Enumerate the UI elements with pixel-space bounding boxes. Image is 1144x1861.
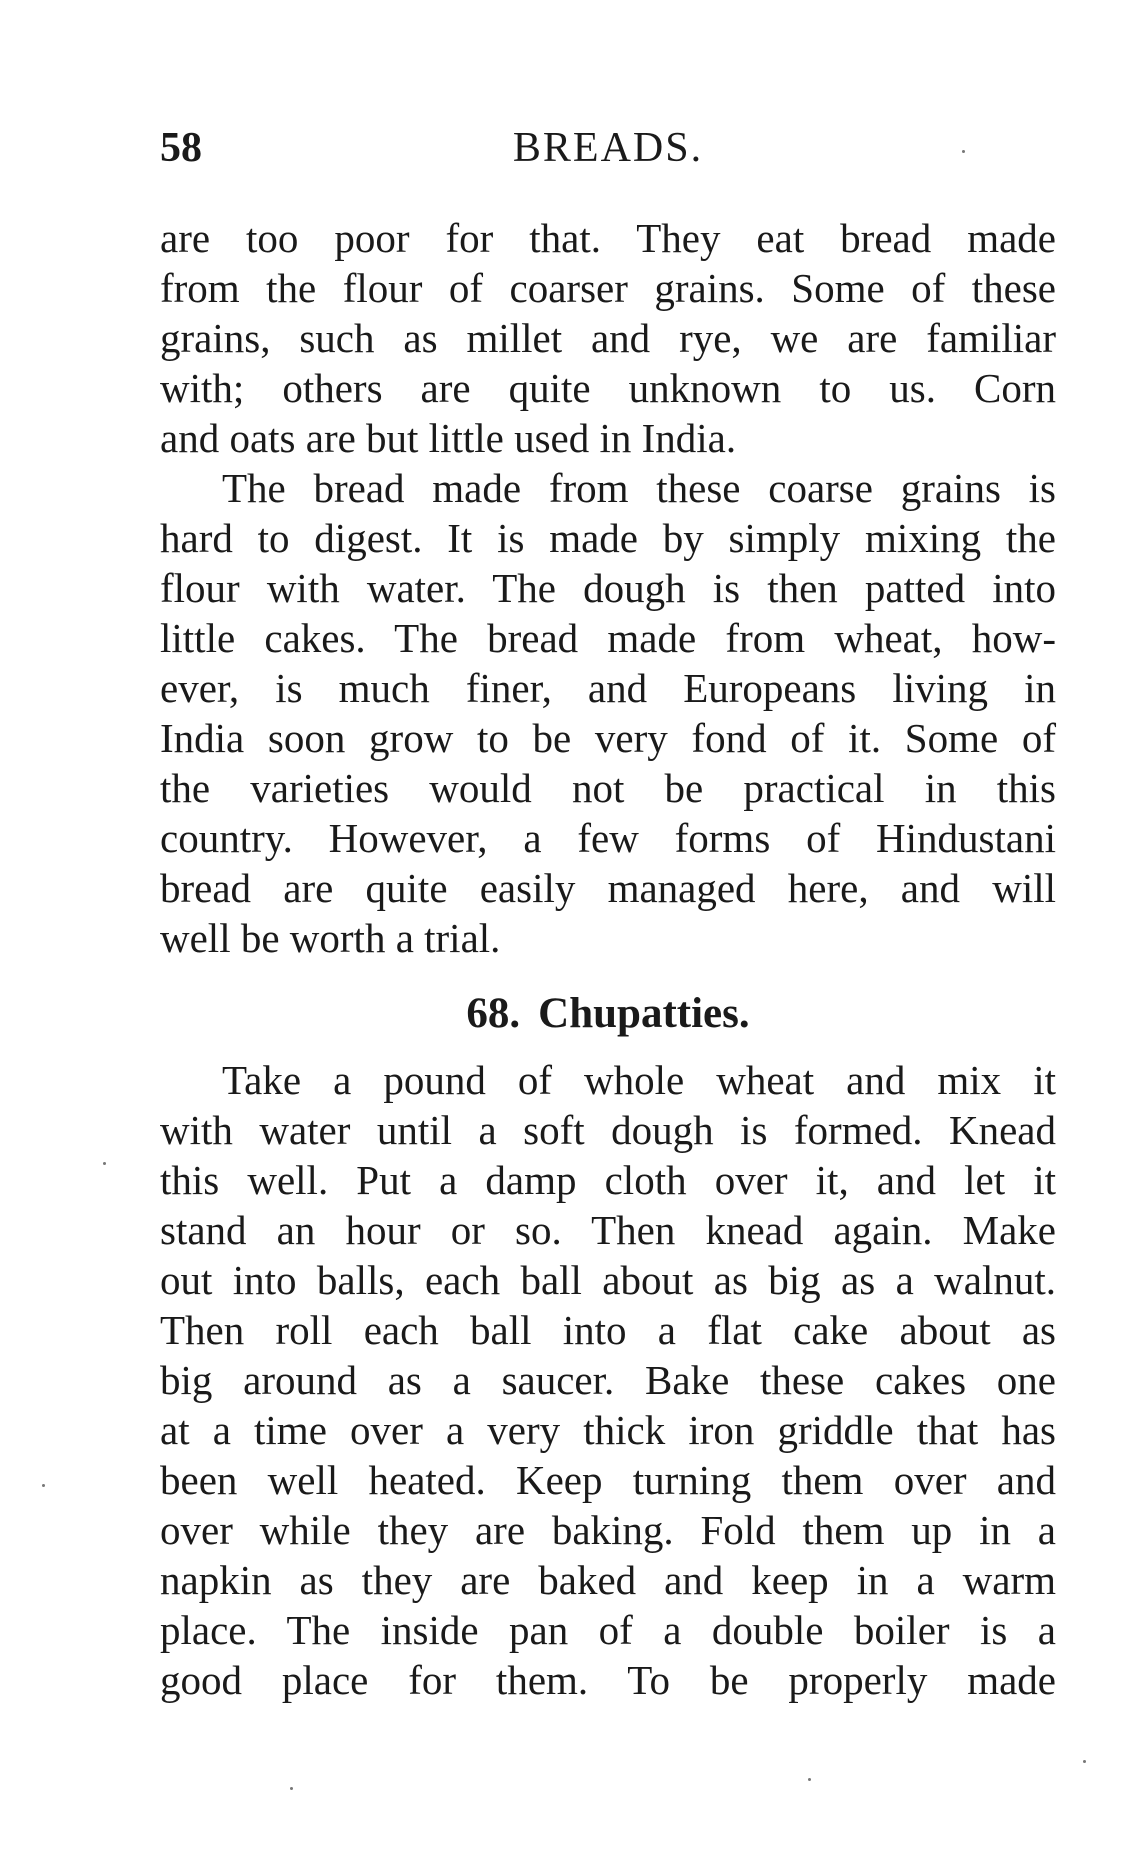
text-line: grains, such as millet and rye, we are familiar xyxy=(160,315,1056,361)
text-line: well be worth a trial. xyxy=(160,915,501,961)
section-title: Chupatties. xyxy=(538,990,750,1037)
scan-speck xyxy=(42,1484,45,1487)
paragraph-continued xyxy=(160,213,1056,463)
text-line: the varieties would not be practical in this xyxy=(160,765,1056,811)
text-line: and oats are but little used in India. xyxy=(160,415,737,461)
text-line: bread are quite easily managed here, and will xyxy=(160,865,1056,911)
text-line: at a time over a very thick iron griddle that has xyxy=(160,1407,1056,1453)
text-line: this well. Put a damp cloth over it, and let it xyxy=(160,1157,1056,1203)
text-line: The bread made from these coarse grains is xyxy=(222,465,1056,511)
text-line: Then roll each ball into a flat cake about as xyxy=(160,1307,1056,1353)
text-line: Take a pound of whole wheat and mix it xyxy=(222,1057,1056,1103)
text-line: ever, is much finer, and Europeans living in xyxy=(160,665,1056,711)
page-number: 58 xyxy=(160,125,202,171)
text-line: big around as a saucer. Bake these cakes one xyxy=(160,1357,1056,1403)
scan-speck xyxy=(808,1778,811,1781)
text-line: with water until a soft dough is formed. Knead xyxy=(160,1107,1056,1153)
scan-speck xyxy=(1083,1760,1086,1763)
text-line: from the flour of coarser grains. Some of these xyxy=(160,265,1056,311)
text-line: stand an hour or so. Then knead again. Make xyxy=(160,1207,1056,1253)
section-number: 68. xyxy=(466,990,521,1037)
text-line: flour with water. The dough is then patted into xyxy=(160,565,1056,611)
text-line: India soon grow to be very fond of it. Some of xyxy=(160,715,1056,761)
text-line: are too poor for that. They eat bread made xyxy=(160,215,1056,261)
text-line: place. The inside pan of a double boiler is a xyxy=(160,1607,1056,1653)
text-line: napkin as they are baked and keep in a warm xyxy=(160,1557,1056,1603)
scan-speck xyxy=(962,150,965,153)
running-title: BREADS. xyxy=(512,125,704,171)
text-line: over while they are baking. Fold them up in a xyxy=(160,1507,1056,1553)
scan-speck xyxy=(290,1787,293,1790)
section-heading xyxy=(160,986,1056,1042)
text-line: out into balls, each ball about as big as a walnut. xyxy=(160,1257,1056,1303)
text-line: country. However, a few forms of Hindustani xyxy=(160,815,1056,861)
text-line: with; others are quite unknown to us. Corn xyxy=(160,365,1056,411)
scan-speck xyxy=(103,1162,106,1165)
running-head xyxy=(160,120,1056,176)
recipe-body xyxy=(160,1055,1056,1705)
text-line: been well heated. Keep turning them over and xyxy=(160,1457,1056,1503)
text-line: good place for them. To be properly made xyxy=(160,1657,1056,1703)
text-line: little cakes. The bread made from wheat, how- xyxy=(160,615,1056,661)
text-line: hard to digest. It is made by simply mixing the xyxy=(160,515,1056,561)
paragraph-coarse-grains xyxy=(160,463,1056,963)
